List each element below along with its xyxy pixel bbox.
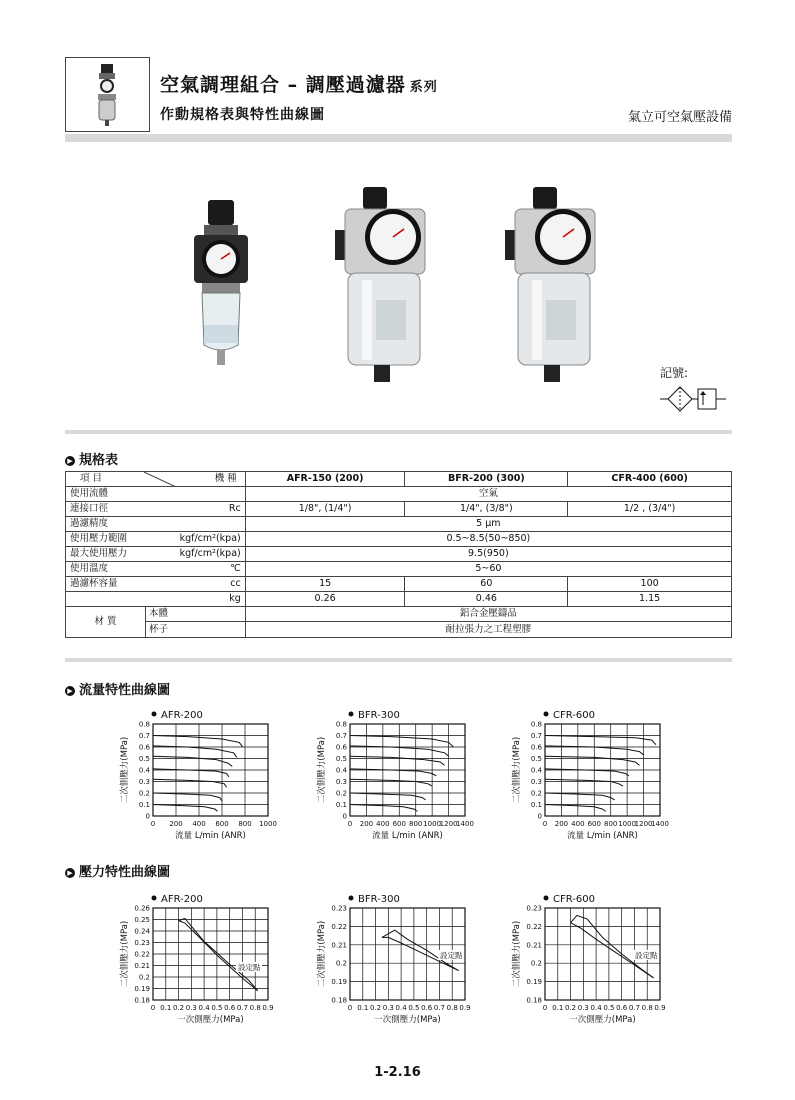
series-line — [350, 793, 426, 800]
spec-value: 1/2 , (3/4") — [568, 502, 732, 517]
x-tick-label: 1400 — [456, 820, 474, 828]
x-tick-label: 0.8 — [641, 1004, 653, 1012]
spec-unit: kg — [229, 593, 241, 604]
y-tick-label: 0.22 — [134, 950, 150, 959]
chart-title-bullet-icon — [544, 712, 549, 717]
y-tick-label: 0.18 — [134, 996, 150, 1005]
model-header: BFR-200 (300) — [405, 472, 568, 487]
spec-label: 過濾杯容量 — [70, 578, 118, 589]
chart-6 — [511, 894, 666, 1025]
x-tick-label: 0.5 — [211, 1004, 223, 1012]
x-tick-label: 0.8 — [446, 1004, 458, 1012]
y-axis-label: 二次側壓力(MPa) — [120, 736, 130, 804]
series-line — [153, 736, 243, 748]
x-tick-label: 0.7 — [236, 1004, 249, 1012]
x-tick-label: 0.7 — [433, 1004, 446, 1012]
y-tick-label: 0.3 — [138, 778, 150, 786]
x-tick-label: 1000 — [259, 820, 277, 828]
model-header: AFR-150 (200) — [245, 472, 405, 487]
y-tick-label: 0.18 — [331, 996, 347, 1005]
y-tick-label: 0.4 — [138, 766, 150, 775]
spec-value: 9.5(950) — [245, 547, 731, 562]
x-tick-label: 0.6 — [421, 1004, 433, 1012]
y-tick-label: 0.23 — [134, 939, 150, 947]
x-tick-label: 0 — [347, 820, 353, 828]
series-line — [153, 793, 222, 801]
x-axis-label: 流量 L/min (ANR) — [567, 831, 638, 841]
spec-value: 空氣 — [245, 487, 731, 502]
x-tick-label: 0.6 — [224, 1004, 236, 1012]
spec-value: 0.26 — [245, 592, 405, 607]
chart-title: CFR-600 — [553, 710, 595, 721]
y-tick-label: 0.8 — [335, 720, 347, 729]
x-tick-label: 0 — [150, 1004, 156, 1012]
y-tick-label: 0.1 — [138, 801, 150, 809]
x-tick-label: 0.2 — [564, 1004, 577, 1012]
chart-title-bullet-icon — [349, 896, 354, 901]
chart-4 — [119, 894, 274, 1025]
y-tick-label: 0.22 — [331, 922, 347, 931]
x-tick-label: 0.6 — [616, 1004, 628, 1012]
y-axis-label: 二次側壓力(MPa) — [120, 920, 130, 988]
x-tick-label: 400 — [571, 820, 585, 828]
x-tick-label: 0.2 — [172, 1004, 185, 1012]
spec-value: 0.46 — [405, 592, 568, 607]
pressure-section-title: ▶ 壓力特性曲線圖 — [65, 861, 170, 880]
chart-title: CFR-600 — [553, 894, 595, 905]
chart-title: BFR-300 — [358, 894, 400, 905]
y-tick-label: 0.5 — [335, 755, 347, 763]
series-line — [545, 805, 606, 812]
y-tick-label: 0.3 — [530, 778, 542, 786]
y-axis-label: 二次側壓力(MPa) — [317, 920, 327, 988]
x-tick-label: 600 — [392, 820, 406, 828]
spec-unit: ℃ — [230, 563, 241, 574]
x-tick-label: 0 — [150, 820, 156, 828]
x-tick-label: 400 — [376, 820, 390, 828]
series-line — [153, 805, 217, 812]
x-tick-label: 0.3 — [382, 1004, 394, 1012]
spec-unit: cc — [230, 578, 241, 589]
y-tick-label: 0.7 — [138, 732, 150, 740]
spec-label: 使用溫度 — [70, 563, 109, 574]
material-value: 耐拉張力之工程塑膠 — [445, 624, 532, 635]
setpoint-label: 設定點 — [635, 951, 658, 960]
y-tick-label: 0.24 — [134, 927, 150, 936]
spec-value: 0.5~8.5(50~850) — [245, 532, 731, 547]
spec-value: 1/8", (1/4") — [245, 502, 405, 517]
setpoint-label: 設定點 — [440, 951, 463, 960]
x-tick-label: 0.3 — [185, 1004, 197, 1012]
y-tick-label: 0.21 — [134, 962, 150, 970]
y-axis-label: 二次側壓力(MPa) — [512, 920, 522, 988]
spec-unit: Rc — [228, 503, 241, 514]
y-tick-label: 0.4 — [530, 766, 542, 775]
company-name: 氣立可空氣壓設備 — [627, 110, 732, 125]
y-tick-label: 0 — [342, 812, 347, 821]
chart-title: AFR-200 — [161, 894, 203, 905]
x-tick-label: 0.4 — [590, 1004, 602, 1012]
chart-2 — [316, 710, 474, 841]
chart-title: AFR-200 — [161, 710, 203, 721]
x-axis-label: 一次側壓力(MPa) — [374, 1015, 441, 1025]
x-axis-label: 一次側壓力(MPa) — [569, 1015, 636, 1025]
spec-value: 100 — [568, 577, 732, 592]
spec-unit: kgf/cm²(kpa) — [179, 548, 241, 559]
y-tick-label: 0.25 — [134, 916, 150, 924]
x-tick-label: 0.4 — [198, 1004, 210, 1012]
spec-value: 5~60 — [245, 562, 731, 577]
x-tick-label: 0 — [542, 820, 548, 828]
series-line — [350, 779, 432, 786]
y-tick-label: 0.22 — [526, 922, 542, 931]
page-title: 空氣調理組合 – 調壓過濾器 系列 — [160, 74, 438, 96]
y-tick-label: 0.19 — [134, 985, 150, 993]
spec-unit: kgf/cm²(kpa) — [179, 533, 241, 544]
y-tick-label: 0.5 — [530, 755, 542, 763]
spec-value: 1.15 — [568, 592, 732, 607]
x-tick-label: 1400 — [651, 820, 669, 828]
y-axis-label: 二次側壓力(MPa) — [317, 736, 327, 804]
y-tick-label: 0.6 — [530, 743, 542, 752]
y-tick-label: 0.7 — [530, 732, 542, 740]
x-tick-label: 800 — [604, 820, 618, 828]
x-tick-label: 600 — [587, 820, 601, 828]
chart-5 — [316, 894, 471, 1025]
y-tick-label: 0.8 — [530, 720, 542, 729]
spec-value: 60 — [405, 577, 568, 592]
chart-title: BFR-300 — [358, 710, 400, 721]
x-tick-label: 0.9 — [459, 1004, 471, 1012]
y-tick-label: 0 — [537, 812, 542, 821]
series-line — [545, 793, 615, 800]
y-tick-label: 0.23 — [526, 904, 542, 913]
y-tick-label: 0.18 — [526, 996, 542, 1005]
y-tick-label: 0.5 — [138, 755, 150, 763]
series-line — [350, 736, 454, 748]
spec-label: 過濾精度 — [70, 518, 109, 529]
x-tick-label: 800 — [409, 820, 423, 828]
x-axis-label: 流量 L/min (ANR) — [175, 831, 246, 841]
y-tick-label: 0.21 — [331, 941, 347, 950]
chart-title-bullet-icon — [152, 712, 157, 717]
y-tick-label: 0.1 — [530, 801, 542, 809]
y-tick-label: 0.19 — [331, 978, 347, 987]
y-tick-label: 0.8 — [138, 720, 150, 729]
y-tick-label: 0.2 — [530, 959, 542, 968]
material-part: 本體 — [146, 607, 245, 622]
x-tick-label: 800 — [238, 820, 252, 828]
spec-label: 連接口徑 — [70, 503, 109, 514]
series-line — [545, 779, 623, 786]
model-header: CFR-400 (600) — [568, 472, 732, 487]
series-line — [350, 805, 417, 812]
x-tick-label: 1200 — [634, 820, 653, 828]
spec-label: 使用壓力範圍 — [70, 533, 128, 544]
setpoint-label: 設定點 — [238, 963, 261, 972]
y-tick-label: 0.23 — [331, 904, 347, 913]
y-tick-label: 0.2 — [335, 789, 347, 798]
material-label: 材 質 — [66, 607, 146, 637]
series-line — [545, 756, 640, 765]
x-tick-label: 0 — [542, 1004, 548, 1012]
symbol-label: 記號: — [660, 366, 689, 380]
spec-section-title: ▶ 規格表 — [65, 449, 118, 468]
series-line — [153, 779, 227, 787]
page-subtitle: 作動規格表與特性曲線圖 — [160, 107, 325, 123]
material-value: 鋁合金壓鑄品 — [246, 607, 731, 622]
x-axis-label: 流量 L/min (ANR) — [372, 831, 443, 841]
x-tick-label: 200 — [359, 820, 374, 828]
chart-title-bullet-icon — [544, 896, 549, 901]
x-tick-label: 0.4 — [395, 1004, 407, 1012]
y-tick-label: 0.19 — [526, 978, 542, 987]
spec-label: 最大使用壓力 — [70, 548, 128, 559]
item-label: 項 目 — [80, 473, 103, 484]
page-number: 1-2.16 — [374, 1065, 421, 1080]
x-tick-label: 0.1 — [552, 1004, 564, 1012]
x-tick-label: 0.5 — [408, 1004, 420, 1012]
y-axis-label: 二次側壓力(MPa) — [512, 736, 522, 804]
chart-1 — [119, 710, 277, 841]
x-tick-label: 400 — [192, 820, 206, 828]
x-tick-label: 1000 — [423, 820, 442, 828]
x-tick-label: 0.7 — [628, 1004, 641, 1012]
x-tick-label: 0.2 — [369, 1004, 382, 1012]
x-tick-label: 200 — [169, 820, 183, 828]
y-tick-label: 0 — [145, 812, 150, 821]
y-tick-label: 0.3 — [335, 778, 347, 786]
spec-value: 5 μm — [245, 517, 731, 532]
x-tick-label: 0.5 — [603, 1004, 615, 1012]
series-line — [153, 756, 232, 766]
y-tick-label: 0.4 — [335, 766, 347, 775]
x-tick-label: 1200 — [439, 820, 458, 828]
y-tick-label: 0.2 — [530, 789, 542, 798]
x-tick-label: 0.9 — [262, 1004, 274, 1012]
spec-value: 15 — [245, 577, 405, 592]
y-tick-label: 0.26 — [134, 904, 150, 913]
x-tick-label: 0.1 — [357, 1004, 369, 1012]
chart-title-bullet-icon — [349, 712, 354, 717]
x-tick-label: 0.9 — [654, 1004, 666, 1012]
x-tick-label: 0 — [347, 1004, 353, 1012]
chart-3 — [511, 710, 669, 841]
spec-value: 1/4", (3/8") — [405, 502, 568, 517]
model-label: 機 種 — [214, 473, 237, 484]
y-tick-label: 0.2 — [138, 973, 150, 982]
y-tick-label: 0.2 — [138, 789, 150, 798]
flow-section-title: ▶ 流量特性曲線圖 — [65, 679, 170, 698]
y-tick-label: 0.7 — [335, 732, 347, 740]
y-tick-label: 0.1 — [335, 801, 347, 809]
series-line — [153, 746, 237, 758]
x-axis-label: 一次側壓力(MPa) — [177, 1015, 244, 1025]
x-tick-label: 200 — [554, 820, 569, 828]
x-tick-label: 1000 — [618, 820, 637, 828]
spec-label: 使用流體 — [70, 488, 109, 499]
y-tick-label: 0.6 — [335, 743, 347, 752]
x-tick-label: 0.8 — [249, 1004, 261, 1012]
y-tick-label: 0.21 — [526, 941, 542, 950]
series-line — [179, 918, 258, 990]
y-tick-label: 0.2 — [335, 959, 347, 968]
x-tick-label: 600 — [215, 820, 229, 828]
material-part: 杯子 — [149, 624, 169, 635]
chart-title-bullet-icon — [152, 896, 157, 901]
x-tick-label: 0.3 — [577, 1004, 589, 1012]
series-line — [350, 756, 445, 765]
y-tick-label: 0.6 — [138, 743, 150, 752]
x-tick-label: 0.1 — [160, 1004, 172, 1012]
